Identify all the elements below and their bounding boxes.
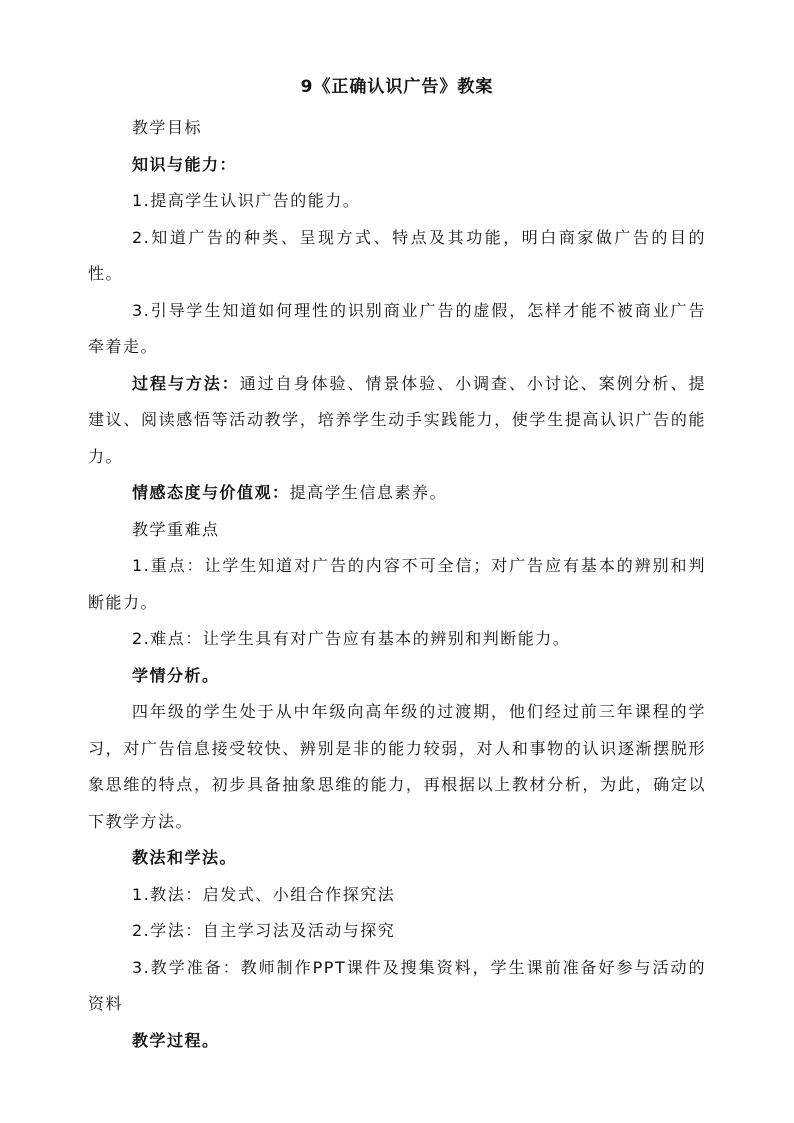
paragraph-learning-method: [88, 913, 706, 950]
paragraph-text: 1.重点：让学生知道对广告的内容不可全信；对广告应有基本的辨别和判断能力。: [88, 556, 706, 612]
paragraph-difficult-point: [88, 621, 706, 658]
paragraph-goal-3: [88, 293, 706, 366]
paragraph-bold-heading: 学情分析。: [132, 665, 220, 685]
paragraph-bold-heading: 情感态度与价值观：: [132, 483, 290, 502]
paragraph-text: 提高学生信息素养。: [289, 483, 448, 502]
paragraph-learner-analysis: [88, 694, 706, 840]
paragraph-text: 2.难点：让学生具有对广告应有基本的辨别和判断能力。: [132, 629, 571, 648]
paragraph-learner-analysis-heading: [88, 658, 706, 695]
document-title: 9《正确认识广告》教案: [300, 77, 494, 97]
paragraph-key-difficult-heading: [88, 512, 706, 549]
paragraph-preparation: [88, 950, 706, 1023]
paragraph-methods-heading: [88, 840, 706, 877]
paragraph-text: 1.教法：启发式、小组合作探究法: [132, 884, 396, 904]
paragraph-text: 通过自身体验、情景体验、小调查、小讨论、案例分析、提建议、阅读感悟等活动教学，培养学生动手实践能力，使学生提高认识广告的能力。: [88, 373, 706, 466]
paragraph-key-point: [88, 548, 706, 621]
paragraph-text: 2.知道广告的种类、呈现方式、特点及其功能，明白商家做广告的目的性。: [88, 227, 706, 283]
paragraph-emotion-values: [88, 475, 706, 512]
paragraph-text: 3.教学准备：教师制作PPT课件及搜集资料，学生课前准备好参与活动的资料: [88, 957, 706, 1013]
paragraph-text: 教学目标: [132, 118, 203, 137]
paragraph-goal-1: [88, 183, 706, 220]
paragraph-bold-heading: 教学过程。: [132, 1030, 220, 1050]
paragraph-bold-heading: 过程与方法：: [132, 373, 240, 393]
paragraph-process-method: [88, 366, 706, 476]
paragraph-bold-heading: 知识与能力：: [132, 154, 238, 174]
paragraph-text: 2.学法：自主学习法及活动与探究: [132, 921, 396, 940]
paragraph-text: 四年级的学生处于从中年级向高年级的过渡期，他们经过前三年课程的学习，对广告信息接受较快、辨别是非的能力较弱，对人和事物的认识逐渐摆脱形象思维的特点，初步具备抽象思维的能力，再根据以上教材分析，为此，确定以下教学方法。: [88, 702, 706, 831]
paragraph-text: 3.引导学生知道如何理性的识别商业广告的虚假，怎样才能不被商业广告牵着走。: [88, 300, 706, 356]
paragraph-teaching-goals-heading: [88, 110, 706, 147]
paragraph-knowledge-ability-heading: [88, 147, 706, 184]
paragraph-teaching-method: [88, 877, 706, 914]
paragraph-bold-heading: 教法和学法。: [132, 848, 238, 867]
paragraph-text: 教学重难点: [132, 519, 220, 539]
document-body: [88, 110, 706, 1059]
paragraph-text: 1.提高学生认识广告的能力。: [132, 191, 361, 210]
paragraph-goal-2: [88, 220, 706, 293]
paragraph-process-heading: [88, 1023, 706, 1060]
